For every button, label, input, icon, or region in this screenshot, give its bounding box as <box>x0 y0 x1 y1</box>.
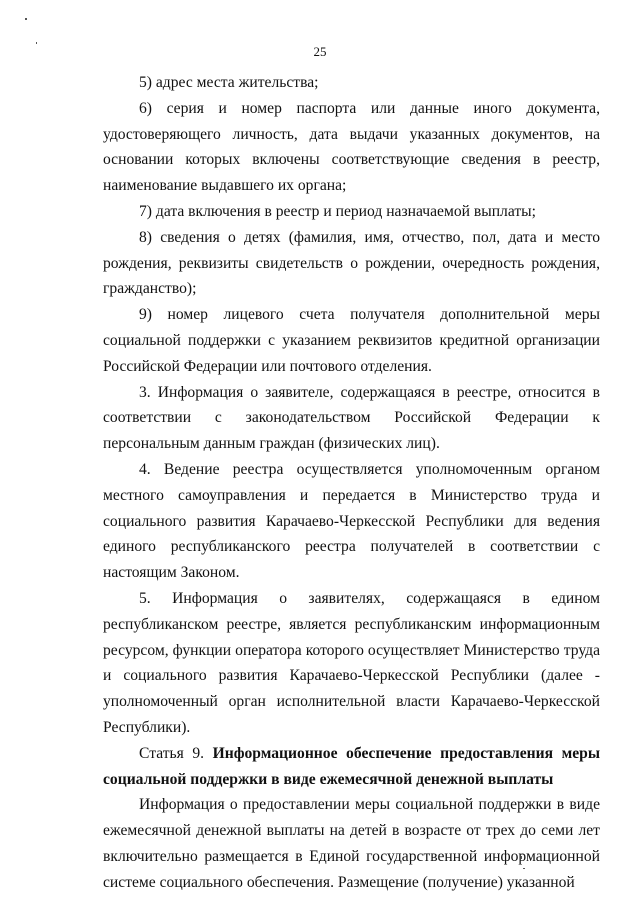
clause-5-information-resource: 5. Информация о заявителях, содержащаяся в едином республиканском реестре, является республиканским информационным ресурсом, функции оператора которого осуществляет Министерство труда и социального развития Карачаево-Черкесской Республики (далее - уполномоченный орган исполнительной власти Карачаево-Черкесской Республики). <box>103 589 600 736</box>
list-item-children-info: 8) сведения о детях (фамилия, имя, отчество, пол, дата и место рождения, реквизиты свидетельств о рождении, очередность рождения, гражданство); <box>103 228 600 298</box>
clause-3-personal-data: 3. Информация о заявителе, содержащаяся в реестре, относится в соответствии с законодательством Российской Федерации к персональным данным граждан (физических лиц). <box>103 383 600 453</box>
article-prefix: Статья 9. <box>139 744 205 762</box>
page-number: 25 <box>313 44 327 59</box>
list-item-registry-date: 7) дата включения в реестр и период назначаемой выплаты; <box>139 202 536 220</box>
scan-speck <box>36 42 37 44</box>
article-title: Информационное обеспечение предоставления меры социальной поддержки в виде ежемесячной денежной выплаты <box>103 744 600 788</box>
list-item-address: 5) адрес места жительства; <box>139 74 319 91</box>
article-9-body: Информация о предоставлении меры социальной поддержки в виде ежемесячной денежной выплаты на детей в возрасте от трех до семи лет включительно размещается в Единой государственной информационной системе социального обеспечения. Размещение (получение) указанной <box>103 796 600 891</box>
list-item-passport: 6) серия и номер паспорта или данные иного документа, удостоверяющего личность, дата выдачи указанных документов, на основании которых включены соответствующие сведения в реестр, наименование выдавшего их органа; <box>103 99 600 195</box>
document-body <box>103 70 600 896</box>
list-item-account-number: 9) номер лицевого счета получателя дополнительной меры социальной поддержки с указанием реквизитов кредитной организации Российской Федерации или почтового отделения. <box>103 306 600 375</box>
clause-4-registry-maintenance: 4. Ведение реестра осуществляется уполномоченным органом местного самоуправления и передается в Министерство труда и социального развития Карачаево-Черкесской Республики для ведения единого республиканского реестра получателей в соответствии с настоящим Законом. <box>103 460 600 582</box>
article-9-heading <box>103 741 600 793</box>
scan-speck <box>25 18 27 20</box>
